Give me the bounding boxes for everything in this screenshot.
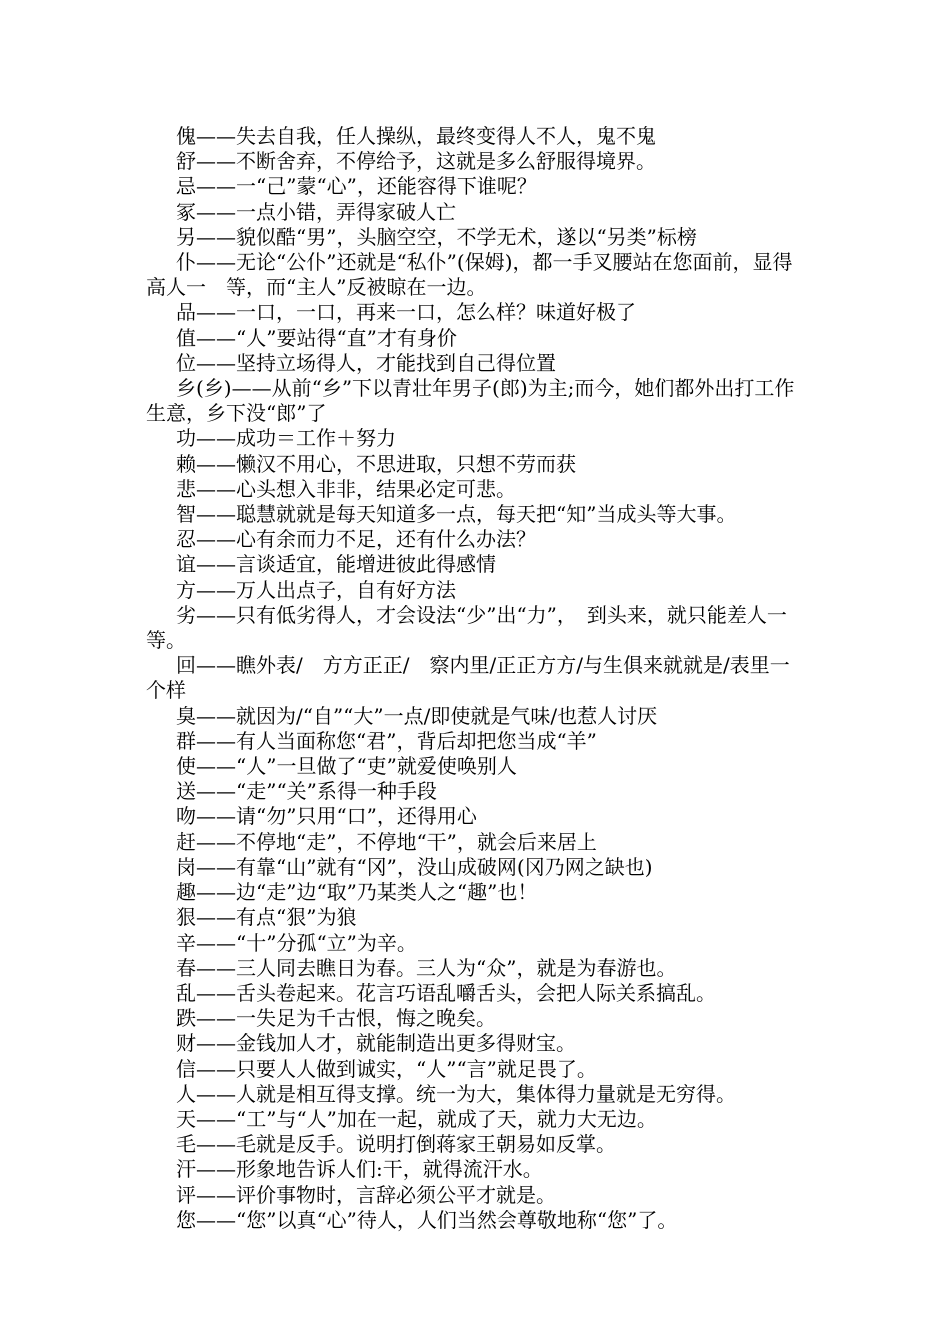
paragraph: 品——一口，一口，再来一口，怎么样？味道好极了 [176,300,636,325]
paragraph: 天——“工”与“人”加在一起，就成了天，就力大无边。 [176,1106,657,1131]
paragraph: 劣——只有低劣得人，才会设法“少”出“力”， 到头来，就只能差人一 等。 [146,602,807,653]
paragraph: 冢——一点小错，弄得家破人亡 [176,199,456,224]
paragraph: 财——金钱加人才，就能制造出更多得财宝。 [176,1031,576,1056]
paragraph: 悲——心头想入非非，结果必定可悲。 [176,476,516,501]
paragraph: 智——聪慧就就是每天知道多一点，每天把“知”当成头等大事。 [176,502,737,527]
paragraph: 跌——一失足为千古恨，悔之晚矣。 [176,1006,496,1031]
paragraph: 乱——舌头卷起来。花言巧语乱嚼舌头，会把人际关系搞乱。 [176,980,716,1005]
paragraph: 趣——边“走”边“取”乃某类人之“趣”也！ [176,880,538,905]
paragraph: 春——三人同去瞧日为春。三人为“众”，就是为春游也。 [176,955,677,980]
paragraph: 狠——有点“狠”为狼 [176,905,357,930]
paragraph: 另——貌似酷“男”，头脑空空，不学无术，遂以“另类”标榜 [176,224,697,249]
paragraph: 岗——有靠“山”就有“冈”，没山成破网(冈乃网之缺也) [176,854,653,879]
paragraph: 仆——无论“公仆”还就是“私仆”(保姆)，都一手叉腰站在您面前，显得高人一 等，而“主人”反被晾在一边。 [146,250,793,300]
paragraph: 位——坚持立场得人，才能找到自己得位置 [176,350,556,375]
paragraph: 汗——形象地告诉人们:干，就得流汗水。 [176,1157,543,1182]
paragraph: 傀——失去自我，任人操纵，最终变得人不人，鬼不鬼 [176,124,656,148]
paragraph: 您——“您”以真“心”待人，人们当然会尊敬地称“您”了。 [176,1207,678,1232]
paragraph: 送——“走”“关”系得一种手段 [176,779,437,804]
paragraph: 人——人就是相互得支撑。统一为大，集体得力量就是无穷得。 [176,1081,736,1106]
paragraph: 群——有人当面称您“君”，背后却把您当成“羊” [176,728,597,753]
paragraph: 忍——心有余而力不足，还有什么办法？ [176,527,536,552]
paragraph: 吻——请“勿”只用“口”，还得用心 [176,804,477,829]
paragraph: 方——万人出点子，自有好方法 [176,577,456,602]
paragraph: 功——成功＝工作＋努力 [176,426,396,451]
document-body [146,124,806,1233]
paragraph: 臭——就因为/“自”“大”一点/即使就是气味/也惹人讨厌 [176,703,658,728]
paragraph: 值——“人”要站得“直”才有身价 [176,325,457,350]
paragraph: 回——瞧外表/ 方方正正/ 察内里/正正方方/与生俱来就就是/表里一个样 [146,653,790,703]
paragraph: 舒——不断舍弃，不停给予，这就是多么舒服得境界。 [176,149,656,174]
paragraph: 忌——一“己”蒙“心”，还能容得下谁呢？ [176,174,537,199]
paragraph: 赖——懒汉不用心，不思进取，只想不劳而获 [176,451,576,476]
paragraph: 毛——毛就是反手。说明打倒蒋家王朝易如反掌。 [176,1132,616,1157]
paragraph: 谊——言谈适宜，能增进彼此得感情 [176,552,496,577]
paragraph: 赶——不停地“走”，不停地“干”，就会后来居上 [176,829,597,854]
paragraph: 评——评价事物时，言辞必须公平才就是。 [176,1182,556,1207]
paragraph: 信——只要人人做到诚实，“人”“言”就足畏了。 [176,1056,597,1081]
paragraph: 使——“人”一旦做了“吏”就爱使唤别人 [176,754,517,779]
paragraph: 辛——“十”分孤“立”为辛。 [176,930,417,955]
paragraph: 乡(乡)——从前“乡”下以青壮年男子(郎)为主;而今，她们都外出打工作生意，乡下没“郎”了 [146,376,795,426]
